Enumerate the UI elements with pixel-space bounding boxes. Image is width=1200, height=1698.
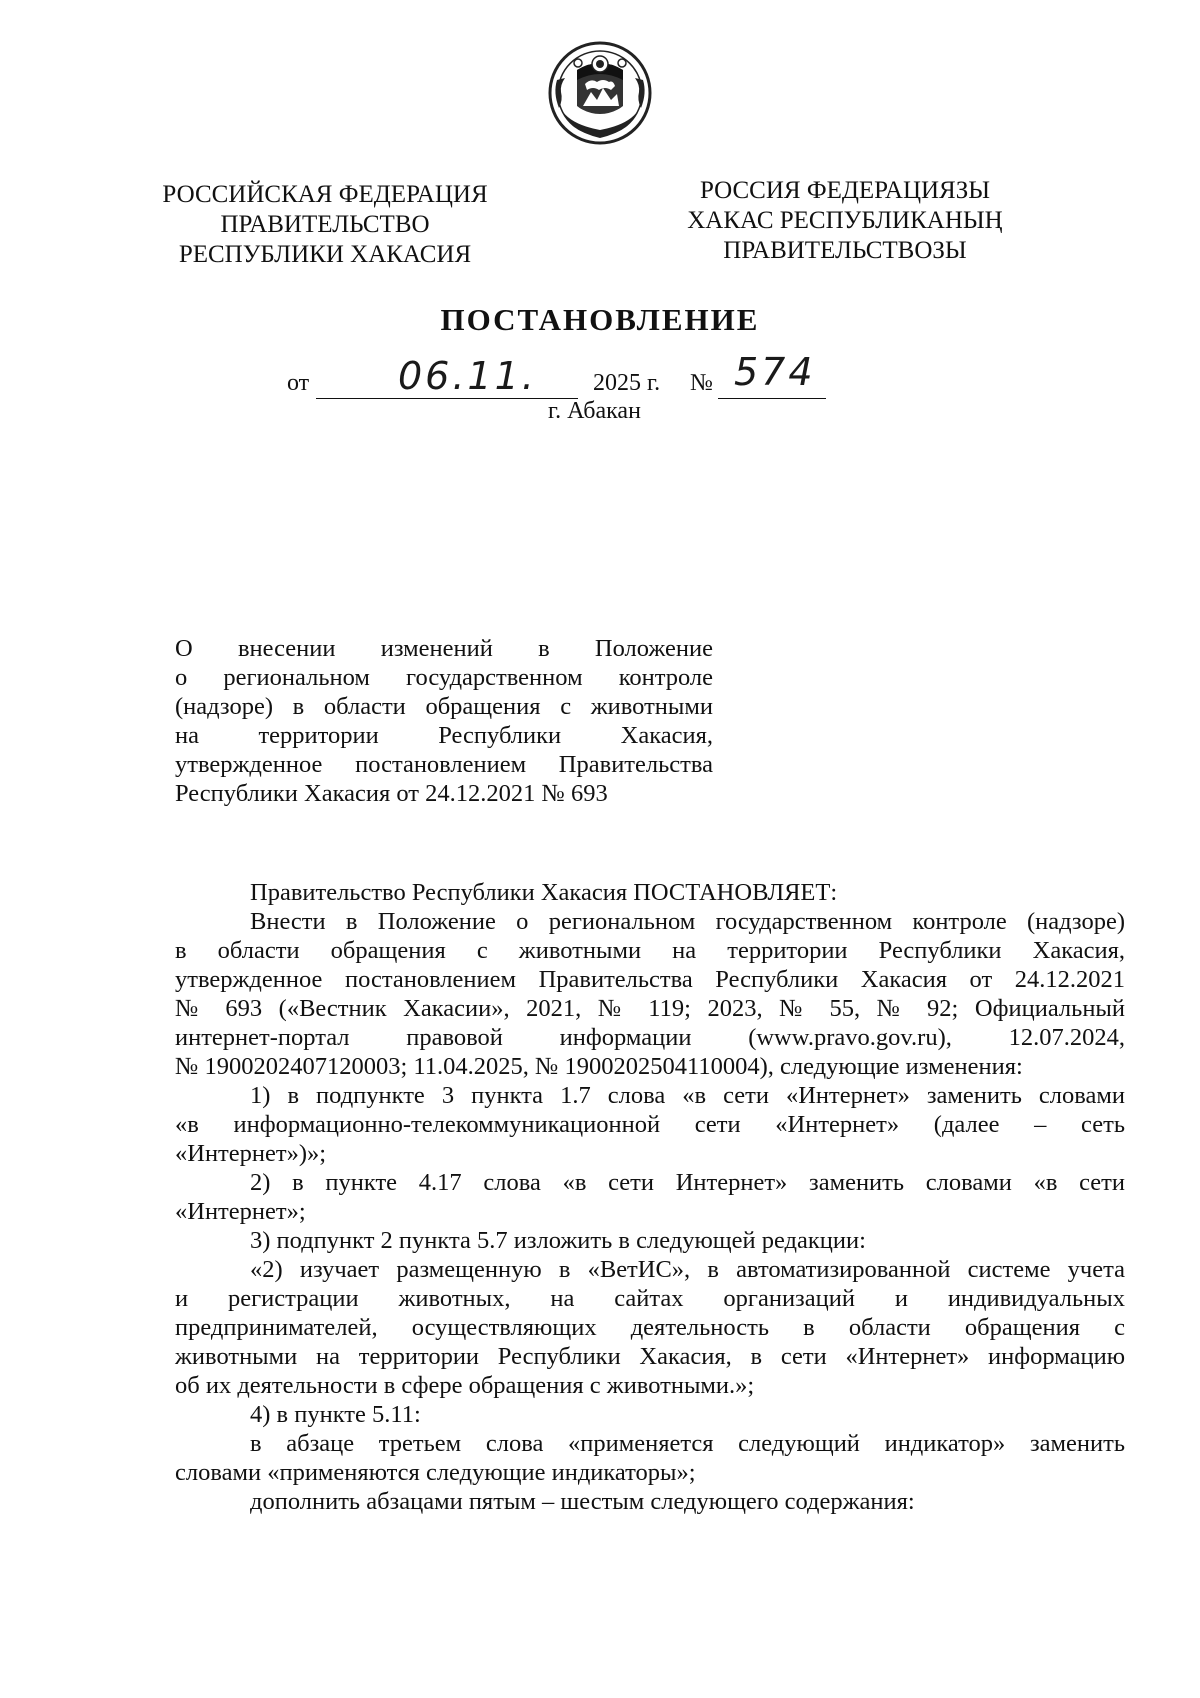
- from-label: от: [287, 370, 310, 396]
- date-underline: [316, 398, 578, 399]
- body-paragraph: [175, 1168, 1125, 1226]
- body-line: в области обращения с животными на территории Республики Хакасия,: [175, 937, 1125, 964]
- coat-of-arms-khakassia-icon: [547, 40, 653, 146]
- subject-line: Республики Хакасия от 24.12.2021 № 693: [175, 780, 608, 807]
- document-subject: [175, 634, 713, 808]
- body-paragraph: 3) подпункт 2 пункта 5.7 изложить в следующей редакции:: [250, 1227, 866, 1254]
- body-line: утвержденное постановлением Правительства Республики Хакасия от 24.12.2021: [175, 966, 1125, 993]
- body-line: Внести в Положение о региональном государственном контроле (надзоре): [250, 908, 1125, 935]
- header-left-line: РОССИЙСКАЯ ФЕДЕРАЦИЯ: [162, 181, 488, 208]
- number-label: №: [690, 370, 713, 396]
- body-line: об их деятельности в сфере обращения с животными.»;: [175, 1372, 755, 1399]
- body-line: «Интернет»;: [175, 1198, 306, 1225]
- subject-line: о региональном государственном контроле: [175, 664, 713, 691]
- body-paragraph: Правительство Республики Хакасия ПОСТАНОВЛЯЕТ:: [250, 879, 838, 906]
- body-paragraph: [175, 1081, 1125, 1168]
- body-paragraph: [175, 1255, 1125, 1400]
- body-line: № 693 («Вестник Хакасии», 2021, № 119; 2023, № 55, № 92; Официальный: [175, 995, 1125, 1022]
- body-line: «2) изучает размещенную в «ВетИС», в автоматизированной системе учета: [250, 1256, 1125, 1283]
- subject-line: утвержденное постановлением Правительства: [175, 751, 713, 778]
- body-paragraph: [175, 1429, 1125, 1487]
- header-left-line: РЕСПУБЛИКИ ХАКАСИЯ: [178, 241, 472, 268]
- body-paragraph: 4) в пункте 5.11:: [250, 1401, 421, 1428]
- number-underline: [718, 398, 826, 399]
- body-line: № 1900202407120003; 11.04.2025, № 1900202504110004), следующие изменения:: [175, 1053, 1023, 1080]
- header-left-line: ПРАВИТЕЛЬСТВО: [220, 211, 430, 238]
- body-line: «в информационно-телекоммуникационной сети «Интернет» (далее – сеть: [175, 1111, 1125, 1138]
- handwritten-number: 574: [734, 350, 816, 394]
- body-line: животными на территории Республики Хакасия, в сети «Интернет» информацию: [175, 1343, 1125, 1370]
- subject-line: на территории Республики Хакасия,: [175, 722, 713, 749]
- document-body: [175, 878, 1125, 1516]
- subject-line: О внесении изменений в Положение: [175, 635, 713, 662]
- header-right-line: РОССИЯ ФЕДЕРАЦИЯЗЫ: [699, 177, 991, 204]
- body-paragraph: [175, 907, 1125, 1081]
- coat-of-arms-icon: [547, 40, 653, 146]
- year-label: 2025 г.: [593, 370, 661, 396]
- body-line: предпринимателей, осуществляющих деятельность в области обращения с: [175, 1314, 1125, 1341]
- subject-line: (надзоре) в области обращения с животными: [175, 693, 713, 720]
- body-line: 2) в пункте 4.17 слова «в сети Интернет» заменить словами «в сети: [250, 1169, 1125, 1196]
- header-left: [150, 180, 500, 270]
- body-paragraph: дополнить абзацами пятым – шестым следующего содержания:: [250, 1488, 915, 1515]
- handwritten-date: 06.11.: [398, 354, 537, 398]
- body-line: 1) в подпункте 3 пункта 1.7 слова «в сети «Интернет» заменить словами: [250, 1082, 1125, 1109]
- header-right-line: ПРАВИТЕЛЬСТВОЗЫ: [723, 237, 967, 264]
- body-line: и регистрации животных, на сайтах организаций и индивидуальных: [175, 1285, 1125, 1312]
- body-line: «Интернет»)»;: [175, 1140, 327, 1167]
- header-right: [670, 176, 1020, 266]
- body-line: словами «применяются следующие индикаторы»;: [175, 1459, 696, 1486]
- body-line: в абзаце третьем слова «применяется следующий индикатор» заменить: [250, 1430, 1125, 1457]
- body-line: интернет-портал правовой информации (www.pravo.gov.ru), 12.07.2024,: [175, 1024, 1125, 1051]
- city-label: г. Абакан: [548, 398, 641, 424]
- document-type-title: ПОСТАНОВЛЕНИЕ: [440, 302, 760, 337]
- header-right-line: ХАКАС РЕСПУБЛИКАНЫҢ: [687, 207, 1003, 234]
